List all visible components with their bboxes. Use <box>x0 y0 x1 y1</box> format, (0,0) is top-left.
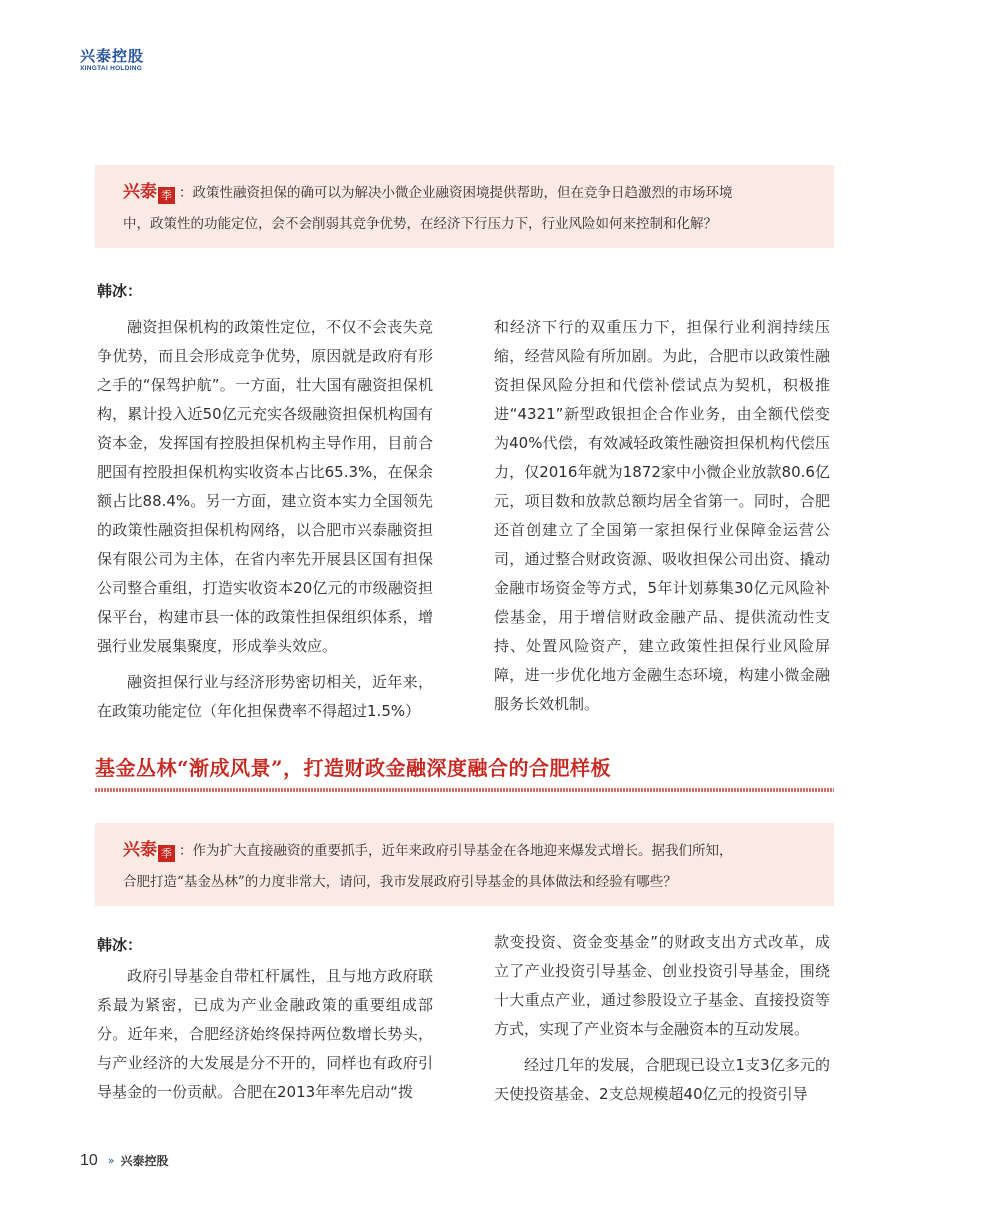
interviewer-label: 兴泰 <box>123 182 157 202</box>
answer-2-paragraph-1: 政府引导基金自带杠杆属性，且与地方政府联系最为紧密，已成为产业金融政策的重要组成部分。近年来，合肥经济始终保持两位数增长势头，与产业经济的大发展是分不开的，同样也有政府引导基金的一份贡献。合肥在2013年率先启动“拨 <box>97 967 433 1101</box>
question-2-text-2: 合肥打造“基金丛林”的力度非常大，请问，我市发展政府引导基金的具体做法和经验有哪些？ <box>123 874 677 890</box>
section-heading: 基金丛林“渐成风景”，打造财政金融深度融合的合肥样板 <box>95 756 612 780</box>
answer-2-paragraph-2: 款变投资、资金变基金”的财政支出方式改革，成立了产业投资引导基金、创业投资引导基金，围绕十大重点产业，通过参股设立子基金、直接投资等方式，实现了产业资本与金融资本的互动发展。 <box>494 933 830 1038</box>
page-footer <box>80 1151 169 1170</box>
section-divider <box>95 788 834 792</box>
answer-1-paragraph-3: 和经济下行的双重压力下，担保行业利润持续压缩，经营风险有所加剧。为此，合肥市以政策性融资担保风险分担和代偿补偿试点为契机，积极推进“4321”新型政银担企合作业务，由全额代偿变为40%代偿，有效减轻政策性融资担保机构代偿压力，仅2016年就为1872家中小微企业放款80.6亿元，项目数和放款总额均居全省第一。同时，合肥还首创建立了全国第一家担保行业保障金运营公司，通过整合财政资源、吸收担保公司出资、撬动金融市场资金等方式，5年计划募集30亿元风险补偿基金，用于增信财政金融产品、提供流动性支持、处置风险资产，建立政策性担保行业风险屏障，进一步优化地方金融生态环境，构建小微金融服务长效机制。 <box>494 318 830 713</box>
answer-1-left-column <box>97 313 433 726</box>
question-box-1 <box>95 165 834 248</box>
logo <box>80 48 160 73</box>
page-number: 10 <box>80 1152 98 1169</box>
answer-2-right-column <box>494 928 830 1109</box>
answer-1-paragraph-1: 融资担保机构的政策性定位，不仅不会丧失竞争优势，而且会形成竞争优势，原因就是政府有形之手的“保驾护航”。一方面，壮大国有融资担保机构，累计投入近50亿元充实各级融资担保机构国有资本金，发挥国有控股担保机构主导作用，目前合肥国有控股担保机构实收资本占比65.3%，在保余额占比88.4%。另一方面，建立资本实力全国领先的政策性融资担保机构网络，以合肥市兴泰融资担保有限公司为主体，在省内率先开展县区国有担保公司整合重组，打造实收资本20亿元的市级融资担保平台，构建市县一体的政策性担保组织体系，增强行业发展集聚度，形成拳头效应。 <box>97 318 433 655</box>
seal-icon: 季 <box>158 187 175 204</box>
answer-1-paragraph-2: 融资担保行业与经济形势密切相关，近年来，在政策功能定位（年化担保费率不得超过1.5%） <box>97 673 433 720</box>
logo-english-text: XINGTAI HOLDING <box>80 65 143 72</box>
question-1-line-1 <box>95 177 834 209</box>
question-1-text-1: ：政策性融资担保的确可以为解决小微企业融资困境提供帮助，但在竞争日趋激烈的市场环境 <box>179 185 733 201</box>
speaker-label-1: 韩冰： <box>97 282 143 300</box>
question-box-2 <box>95 823 834 906</box>
footer-brand: 兴泰控股 <box>120 1154 169 1168</box>
seal-icon: 季 <box>158 845 175 862</box>
question-1-line-2 <box>95 209 834 240</box>
question-2-text-1: ：作为扩大直接融资的重要抓手，近年来政府引导基金在各地迎来爆发式增长。据我们所知， <box>179 843 733 859</box>
question-2-line-2 <box>95 867 834 898</box>
answer-2-paragraph-3: 经过几年的发展，合肥现已设立1支3亿多元的天使投资基金、2支总规模超40亿元的投资引导 <box>494 1056 830 1103</box>
logo-chinese-text: 兴泰控股 <box>80 47 145 65</box>
double-chevron-right-icon: » <box>107 1154 115 1167</box>
answer-1-right-column <box>494 313 830 719</box>
interviewer-label: 兴泰 <box>123 840 157 860</box>
answer-2-left-column <box>97 962 433 1107</box>
speaker-label-2: 韩冰： <box>97 936 143 954</box>
question-2-line-1 <box>95 835 834 867</box>
question-1-text-2: 中，政策性的功能定位，会不会削弱其竞争优势，在经济下行压力下，行业风险如何来控制和化解？ <box>123 216 717 232</box>
